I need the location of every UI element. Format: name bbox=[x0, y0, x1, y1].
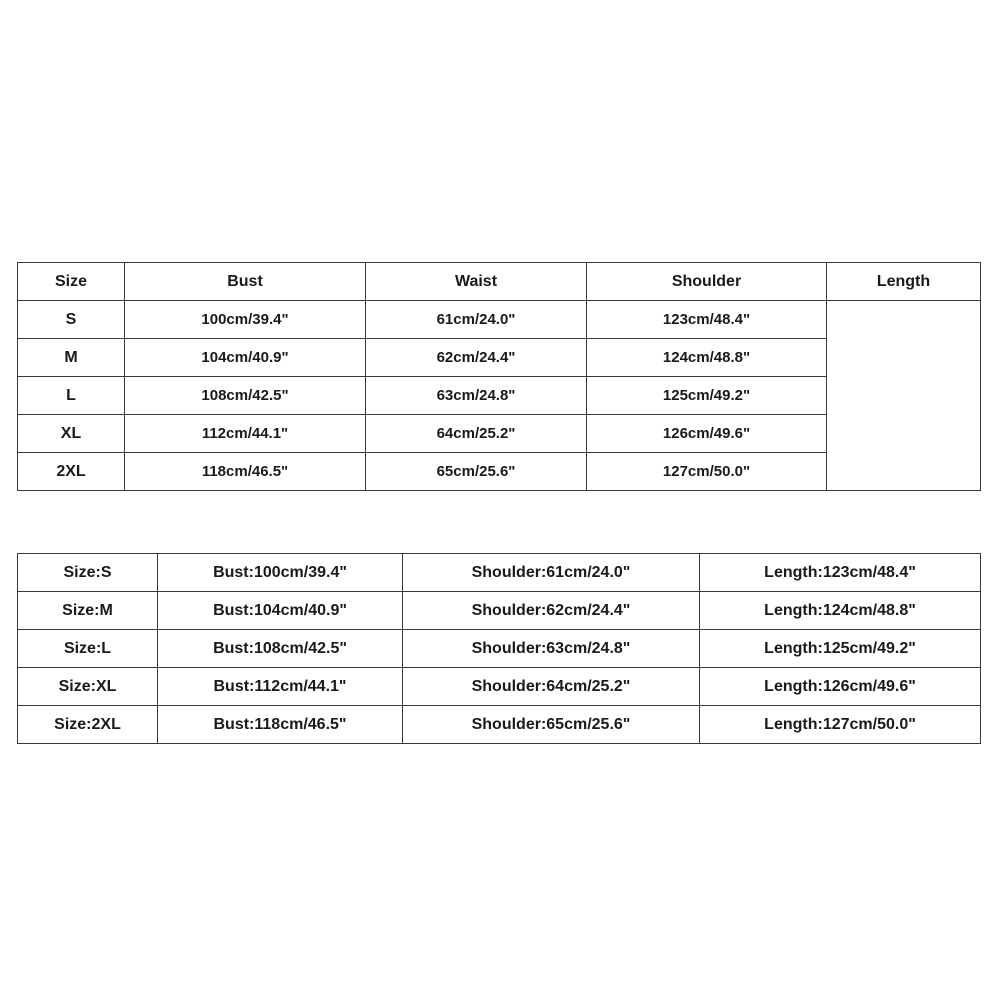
header-bust: Bust bbox=[125, 263, 366, 301]
waist-cell: 63cm/24.8" bbox=[366, 377, 587, 415]
shoulder-label-cell: Shoulder:62cm/24.4" bbox=[403, 592, 700, 630]
bust-label-cell: Bust:100cm/39.4" bbox=[158, 554, 403, 592]
shoulder-label-cell: Shoulder:65cm/25.6" bbox=[403, 706, 700, 744]
length-label-cell: Length:126cm/49.6" bbox=[700, 668, 981, 706]
table-row bbox=[18, 554, 981, 592]
shoulder-cell: 126cm/49.6" bbox=[587, 415, 827, 453]
waist-cell: 61cm/24.0" bbox=[366, 301, 587, 339]
shoulder-cell: 127cm/50.0" bbox=[587, 453, 827, 491]
size-cell: S bbox=[18, 301, 125, 339]
size-chart-table bbox=[17, 262, 981, 491]
shoulder-cell: 125cm/49.2" bbox=[587, 377, 827, 415]
length-empty-cell bbox=[827, 301, 981, 491]
size-label-cell: Size:M bbox=[18, 592, 158, 630]
bust-label-cell: Bust:108cm/42.5" bbox=[158, 630, 403, 668]
shoulder-label-cell: Shoulder:63cm/24.8" bbox=[403, 630, 700, 668]
waist-cell: 62cm/24.4" bbox=[366, 339, 587, 377]
length-label-cell: Length:124cm/48.8" bbox=[700, 592, 981, 630]
table-row bbox=[18, 668, 981, 706]
size-label-table bbox=[17, 553, 981, 744]
size-label-cell: Size:L bbox=[18, 630, 158, 668]
bust-label-cell: Bust:118cm/46.5" bbox=[158, 706, 403, 744]
size-cell: XL bbox=[18, 415, 125, 453]
shoulder-cell: 124cm/48.8" bbox=[587, 339, 827, 377]
bust-cell: 112cm/44.1" bbox=[125, 415, 366, 453]
header-shoulder: Shoulder bbox=[587, 263, 827, 301]
length-label-cell: Length:123cm/48.4" bbox=[700, 554, 981, 592]
waist-cell: 65cm/25.6" bbox=[366, 453, 587, 491]
table-row bbox=[18, 301, 981, 339]
size-cell: 2XL bbox=[18, 453, 125, 491]
table-header-row bbox=[18, 263, 981, 301]
header-waist: Waist bbox=[366, 263, 587, 301]
bust-label-cell: Bust:104cm/40.9" bbox=[158, 592, 403, 630]
shoulder-label-cell: Shoulder:61cm/24.0" bbox=[403, 554, 700, 592]
size-cell: M bbox=[18, 339, 125, 377]
table-row bbox=[18, 706, 981, 744]
table-row bbox=[18, 592, 981, 630]
shoulder-cell: 123cm/48.4" bbox=[587, 301, 827, 339]
waist-cell: 64cm/25.2" bbox=[366, 415, 587, 453]
header-length: Length bbox=[827, 263, 981, 301]
length-label-cell: Length:125cm/49.2" bbox=[700, 630, 981, 668]
header-size: Size bbox=[18, 263, 125, 301]
bust-cell: 118cm/46.5" bbox=[125, 453, 366, 491]
size-cell: L bbox=[18, 377, 125, 415]
size-label-cell: Size:S bbox=[18, 554, 158, 592]
bust-cell: 108cm/42.5" bbox=[125, 377, 366, 415]
length-label-cell: Length:127cm/50.0" bbox=[700, 706, 981, 744]
bust-cell: 104cm/40.9" bbox=[125, 339, 366, 377]
bust-cell: 100cm/39.4" bbox=[125, 301, 366, 339]
size-label-cell: Size:2XL bbox=[18, 706, 158, 744]
table-row bbox=[18, 630, 981, 668]
size-label-cell: Size:XL bbox=[18, 668, 158, 706]
shoulder-label-cell: Shoulder:64cm/25.2" bbox=[403, 668, 700, 706]
bust-label-cell: Bust:112cm/44.1" bbox=[158, 668, 403, 706]
